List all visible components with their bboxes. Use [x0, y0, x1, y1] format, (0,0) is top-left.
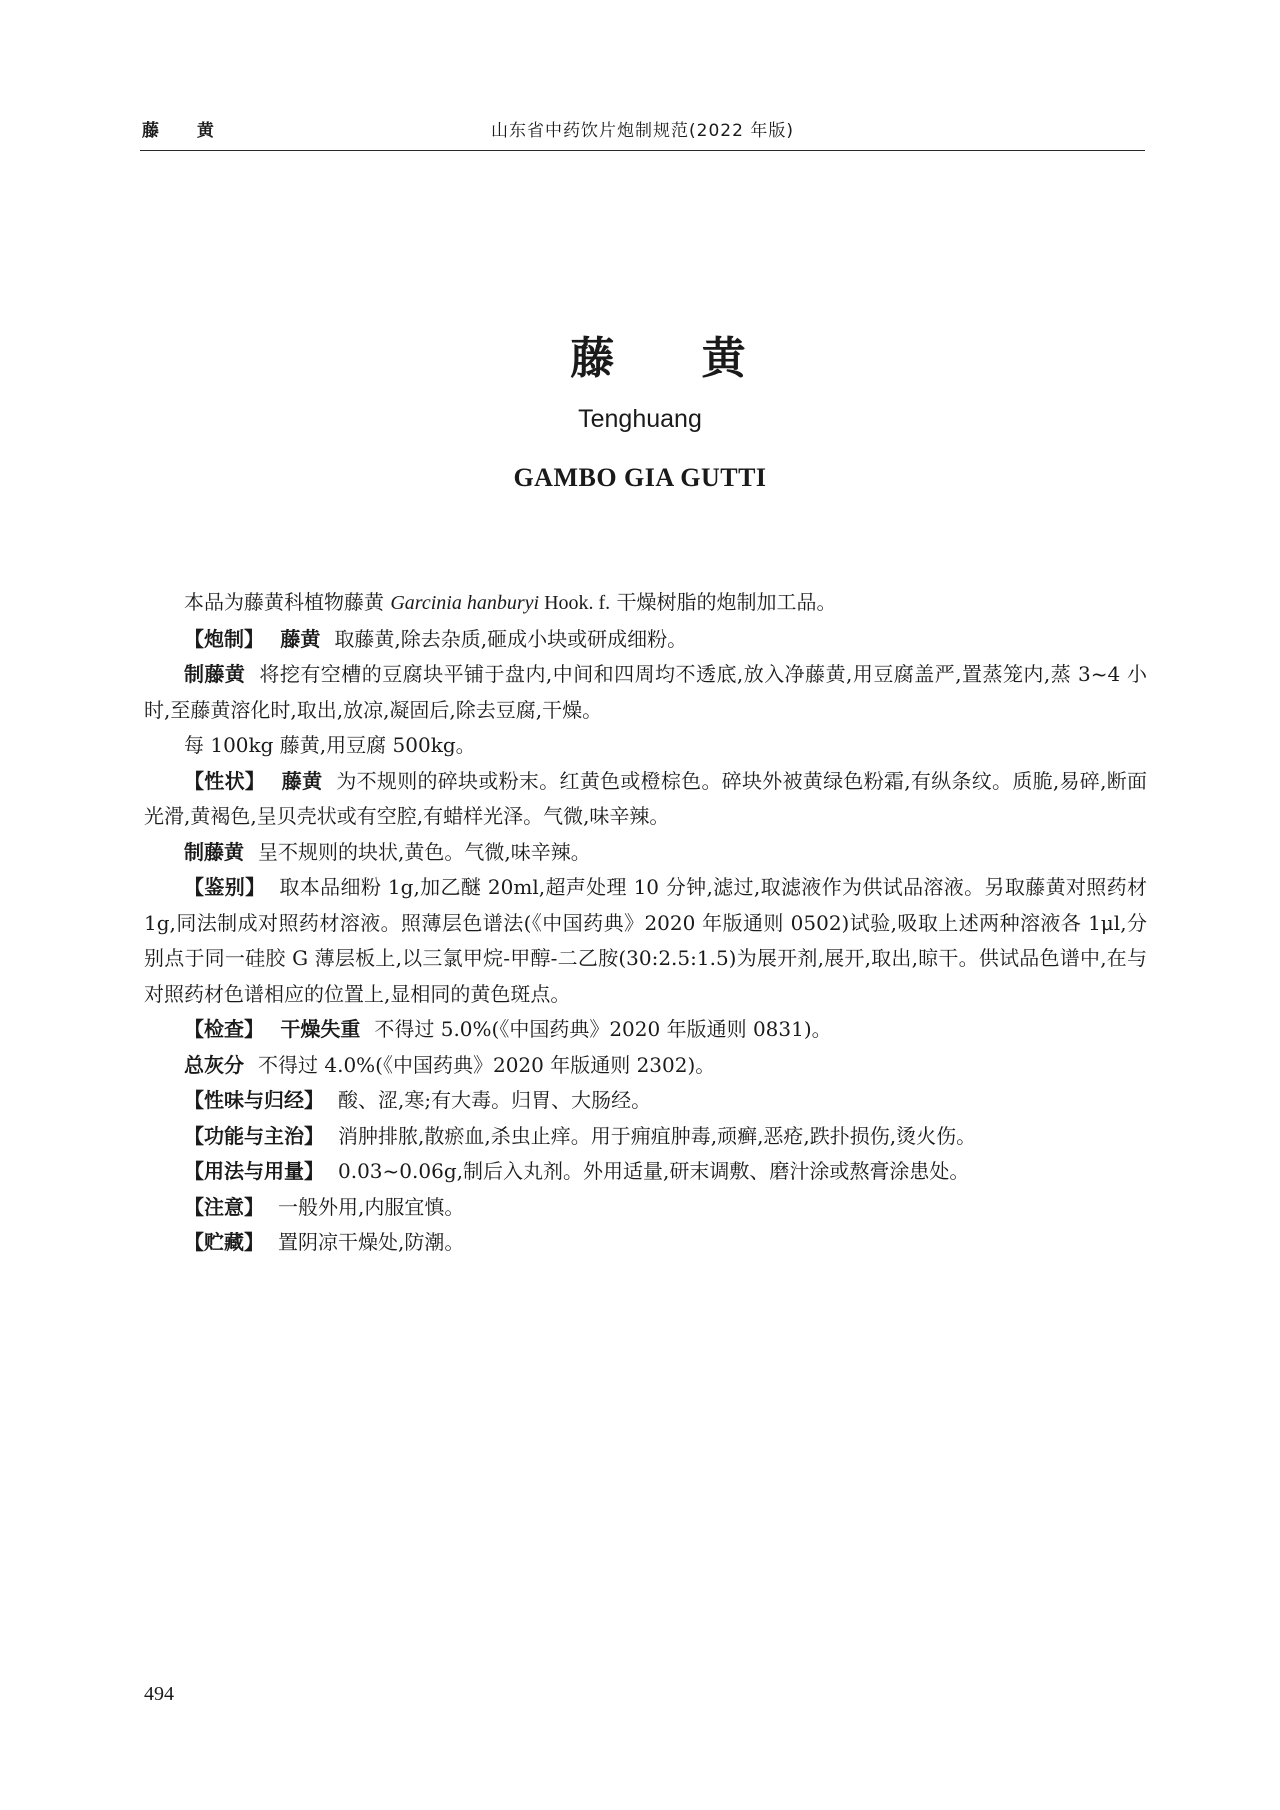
identification-paragraph	[144, 870, 1147, 1012]
loss-on-drying-text: 不得过 5.0%(《中国药典》2020 年版通则 0831)。	[374, 1017, 832, 1041]
zhi-processing-paragraph	[144, 657, 1147, 728]
description-sub-heading: 藤黄	[281, 768, 323, 793]
zhi-description-paragraph	[144, 835, 1147, 871]
processing-text: 取藤黄,除去杂质,砸成小块或研成细粉。	[334, 626, 688, 651]
storage-label: 【贮藏】	[184, 1230, 264, 1254]
storage-text: 置阴凉干燥处,防潮。	[278, 1230, 465, 1254]
loss-on-drying-heading: 干燥失重	[280, 1017, 361, 1041]
property-meridian-text: 酸、涩,寒;有大毒。归胃、大肠经。	[338, 1088, 652, 1112]
page-title: 藤 黄	[570, 333, 782, 384]
description-paragraph	[144, 764, 1147, 835]
processing-paragraph	[144, 622, 1147, 658]
processing-label: 【炮制】	[184, 626, 264, 651]
total-ash-text: 不得过 4.0%(《中国药典》2020 年版通则 2302)。	[258, 1052, 716, 1077]
page-number: 494	[144, 1683, 174, 1705]
header-book-title: 山东省中药饮片炮制规范(2022 年版)	[491, 121, 794, 141]
species-author: Hook. f.	[539, 592, 611, 614]
monograph-body	[144, 585, 1147, 1261]
inspection-paragraph	[144, 1012, 1147, 1048]
caution-paragraph	[144, 1190, 1147, 1226]
dosage-text: 0.03~0.06g,制后入丸剂。外用适量,研末调敷、磨汁涂或熬膏涂患处。	[338, 1159, 970, 1183]
zhi-processing-sub-heading: 制藤黄	[184, 662, 246, 686]
caution-label: 【注意】	[184, 1194, 264, 1219]
intro-prefix: 本品为藤黄科植物藤黄	[184, 590, 391, 614]
dosage-label: 【用法与用量】	[184, 1159, 324, 1183]
property-meridian-paragraph	[144, 1083, 1147, 1119]
running-header	[140, 112, 1145, 142]
function-indication-label: 【功能与主治】	[184, 1123, 324, 1148]
function-indication-text: 消肿排脓,散瘀血,杀虫止痒。用于痈疽肿毒,顽癣,恶疮,跌扑损伤,烫火伤。	[338, 1123, 977, 1148]
property-meridian-label: 【性味与归经】	[184, 1088, 324, 1112]
identification-text: 取本品细粉 1g,加乙醚 20ml,超声处理 10 分钟,滤过,取滤液作为供试品溶液。另取藤黄对照药材 1g,同法制成对照药材溶液。照薄层色谱法(《中国药典》2020 年版通则 0502)试验,吸取上述两种溶液各 1μl,分别点于同一硅胶 G 薄层板上,以三氯甲烷-甲醇-二乙胺(30:2.5:1.5)为展开剂,展开,取出,晾干。供试品色谱中,在与对照药材色谱相应的位置上,显相同的黄色斑点。	[144, 875, 1147, 1006]
zhi-description-text: 呈不规则的块状,黄色。气微,味辛辣。	[258, 839, 591, 864]
function-indication-paragraph	[144, 1119, 1147, 1155]
dosage-paragraph	[144, 1154, 1147, 1190]
processing-sub-heading: 藤黄	[280, 626, 321, 651]
zhi-description-sub-heading: 制藤黄	[184, 839, 244, 864]
inspection-label: 【检查】	[184, 1017, 264, 1041]
latin-species-name: Garcinia hanburyi	[390, 592, 540, 614]
description-label: 【性状】	[184, 768, 266, 793]
storage-paragraph	[144, 1225, 1147, 1261]
identification-label: 【鉴别】	[184, 875, 266, 899]
header-rule	[140, 150, 1145, 151]
description-text: 为不规则的碎块或粉末。红黄色或橙棕色。碎块外被黄绿色粉霜,有纵条纹。质脆,易碎,断面光滑,黄褐色,呈贝壳状或有空腔,有蜡样光泽。气微,味辛辣。	[144, 768, 1148, 828]
header-section-name: 藤 黄	[142, 121, 230, 141]
intro-suffix: 干燥树脂的炮制加工品。	[610, 590, 837, 614]
zhi-processing-text: 将挖有空槽的豆腐块平铺于盘内,中间和四周均不透底,放入净藤黄,用豆腐盖严,置蒸笼内,蒸 3~4 小时,至藤黄溶化时,取出,放凉,凝固后,除去豆腐,干燥。	[144, 662, 1148, 722]
total-ash-paragraph	[144, 1048, 1147, 1084]
intro-paragraph	[144, 585, 1147, 622]
pinyin-title: Tenghuang	[578, 405, 702, 433]
ratio-paragraph: 每 100kg 藤黄,用豆腐 500kg。	[184, 733, 476, 757]
total-ash-heading: 总灰分	[184, 1052, 244, 1077]
latin-title: GAMBO GIA GUTTI	[513, 463, 767, 492]
caution-text: 一般外用,内服宜慎。	[278, 1194, 465, 1219]
